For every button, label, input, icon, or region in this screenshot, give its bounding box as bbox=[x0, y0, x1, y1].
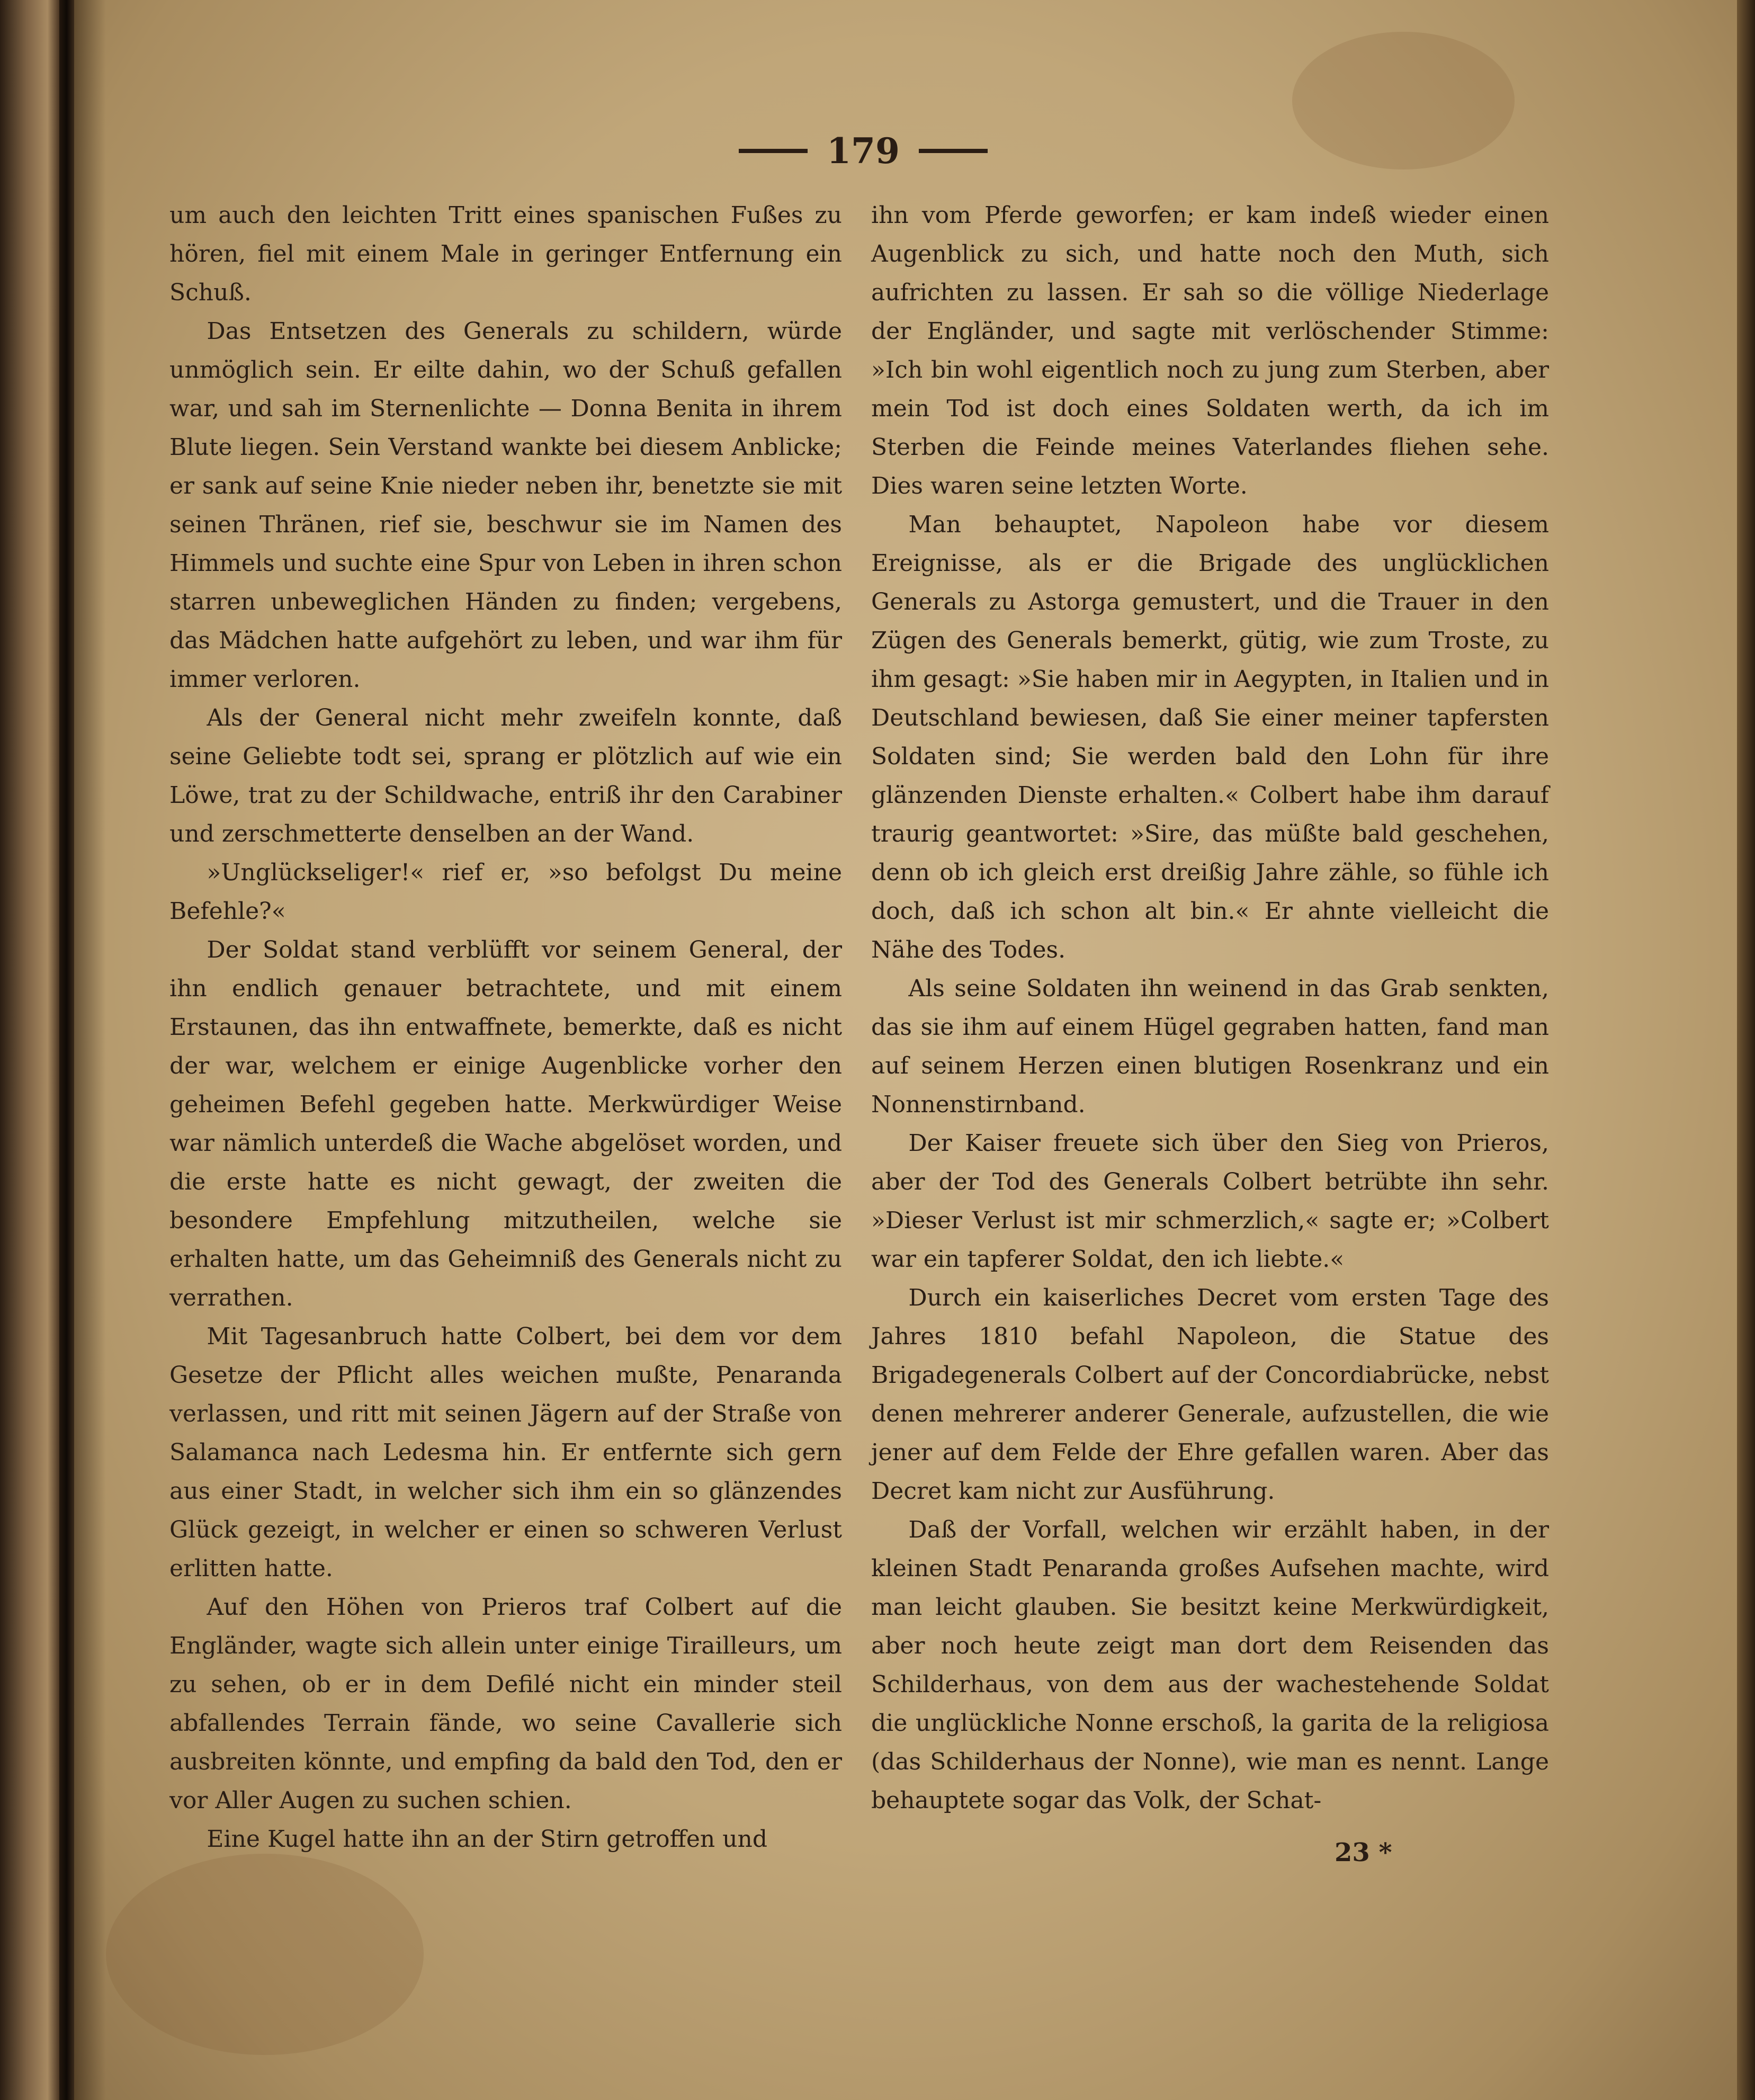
paragraph: Durch ein kaiserliches Decret vom ersten Tage des Jahres 1810 befahl Napoleon, die Statue des Brigadegenerals Colbert auf der Concordiabrücke, nebst denen mehrerer anderer Generale, aufzustellen, die wie jener auf dem Felde der Ehre gefallen waren. Aber das Decret kam nicht zur Ausführung. bbox=[871, 1284, 1549, 1505]
page-header bbox=[731, 127, 996, 175]
header-dash-right bbox=[919, 149, 988, 153]
printer-signature-mark: 23 * bbox=[1335, 1838, 1392, 1867]
paragraph: Auf den Höhen von Prieros traf Colbert auf die Engländer, wagte sich allein unter einige Tirailleurs, um zu sehen, ob er in dem Defilé nicht ein minder steil abfallendes Terrain fände, wo seine Cavallerie sich ausbreiten könnte, und empfing da bald den Tod, den er vor Aller Augen zu suchen schien. bbox=[169, 1594, 842, 1814]
paragraph: Das Entsetzen des Generals zu schildern, würde unmöglich sein. Er eilte dahin, wo der Schuß gefallen war, und sah im Sternenlichte — Donna Benita in ihrem Blute liegen. Sein Verstand wankte bei diesem Anblicke; er sank auf seine Knie nieder neben ihr, benetzte sie mit seinen Thränen, rief sie, beschwur sie im Namen des Himmels und suchte eine Spur von Leben in ihren schon starren unbeweglichen Händen zu finden; vergebens, das Mädchen hatte aufgehört zu leben, und war ihm für immer verloren. bbox=[169, 318, 842, 693]
paragraph: Mit Tagesanbruch hatte Colbert, bei dem vor dem Gesetze der Pflicht alles weichen mußte, Penaranda verlassen, und ritt mit seinen Jägern auf der Straße von Salamanca nach Ledesma hin. Er entfernte sich gern aus einer Stadt, in welcher sich ihm ein so glänzendes Glück gezeigt, in welcher er einen so schweren Verlust erlitten hatte. bbox=[169, 1323, 842, 1582]
paragraph: ihn vom Pferde geworfen; er kam indeß wieder einen Augenblick zu sich, und hatte noch den Muth, sich aufrichten zu lassen. Er sah so die völlige Niederlage der Engländer, und sagte mit verlöschender Stimme: »Ich bin wohl eigentlich noch zu jung zum Sterben, aber mein Tod ist doch eines Soldaten werth, da ich im Sterben die Feinde meines Vaterlandes fliehen sehe. Dies waren seine letzten Worte. bbox=[871, 202, 1549, 499]
gutter-shadow bbox=[74, 0, 106, 2100]
paragraph: Als der General nicht mehr zweifeln konnte, daß seine Geliebte todt sei, sprang er plötzlich auf wie ein Löwe, trat zu der Schildwache, entriß ihr den Carabiner und zerschmetterte denselben an der Wand. bbox=[169, 704, 842, 847]
facing-page-edge bbox=[0, 0, 59, 2100]
text-column-left bbox=[169, 196, 842, 1858]
paper-stain bbox=[106, 1854, 424, 2055]
page-right-edge bbox=[1737, 0, 1755, 2100]
paper-stain bbox=[1292, 32, 1515, 169]
page-number: 179 bbox=[827, 130, 900, 172]
header-dash-left bbox=[739, 149, 808, 153]
paragraph: »Unglückseliger!« rief er, »so befolgst Du meine Befehle?« bbox=[169, 859, 842, 925]
paragraph: um auch den leichten Tritt eines spanischen Fußes zu hören, fiel mit einem Male in geringer Entfernung ein Schuß. bbox=[169, 202, 842, 306]
paragraph: Der Soldat stand verblüfft vor seinem General, der ihn endlich genauer betrachtete, und mit einem Erstaunen, das ihn entwaffnete, bemerkte, daß es nicht der war, welchem er einige Augenblicke vorher den geheimen Befehl gegeben hatte. Merkwürdiger Weise war nämlich unterdeß die Wache abgelöset worden, und die erste hatte es nicht gewagt, der zweiten die besondere Empfehlung mitzutheilen, welche sie erhalten hatte, um das Geheimniß des Generals nicht zu verrathen. bbox=[169, 936, 842, 1311]
paragraph: Als seine Soldaten ihn weinend in das Grab senkten, das sie ihm auf einem Hügel gegraben hatten, fand man auf seinem Herzen einen blutigen Rosenkranz und ein Nonnenstirnband. bbox=[871, 975, 1549, 1118]
text-column-right bbox=[871, 196, 1549, 1820]
paragraph: Der Kaiser freuete sich über den Sieg von Prieros, aber der Tod des Generals Colbert betrübte ihn sehr. »Dieser Verlust ist mir schmerzlich,« sagte er; »Colbert war ein tapferer Soldat, den ich liebte.« bbox=[871, 1130, 1549, 1273]
book-gutter bbox=[59, 0, 74, 2100]
paragraph: Man behauptet, Napoleon habe vor diesem Ereignisse, als er die Brigade des unglücklichen Generals zu Astorga gemustert, und die Trauer in den Zügen des Generals bemerkt, gütig, wie zum Troste, zu ihm gesagt: »Sie haben mir in Aegypten, in Italien und in Deutschland bewiesen, daß Sie einer meiner tapfersten Soldaten sind; Sie werden bald den Lohn für ihre glänzenden Dienste erhalten.« Colbert habe ihm darauf traurig geantwortet: »Sire, das müßte bald geschehen, denn ob ich gleich erst dreißig Jahre zähle, so fühle ich doch, daß ich schon alt bin.« Er ahnte vielleicht die Nähe des Todes. bbox=[871, 511, 1549, 963]
paragraph: Eine Kugel hatte ihn an der Stirn getroffen und bbox=[207, 1826, 768, 1853]
paragraph: Daß der Vorfall, welchen wir erzählt haben, in der kleinen Stadt Penaranda großes Aufsehen machte, wird man leicht glauben. Sie besitzt keine Merkwürdigkeit, aber noch heute zeigt man dort dem Reisenden das Schilderhaus, von dem aus der wachestehende Soldat die unglückliche Nonne erschoß, la garita de la religiosa (das Schilderhaus der Nonne), wie man es nennt. Lange behauptete sogar das Volk, der Schat- bbox=[871, 1516, 1549, 1814]
